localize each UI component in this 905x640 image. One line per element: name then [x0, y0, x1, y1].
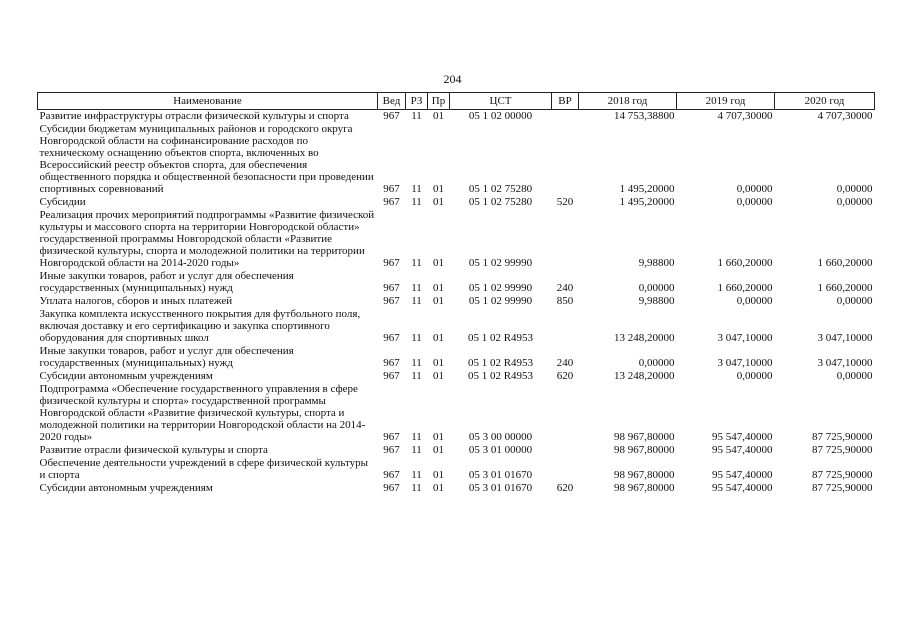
row-2019: 0,00000	[736, 196, 773, 208]
row-ved: 967	[383, 196, 400, 208]
table-row	[38, 308, 875, 345]
row-2020: 4 707,30000	[817, 110, 873, 122]
row-ved: 967	[383, 257, 400, 269]
row-cst: 05 3 01 00000	[468, 444, 533, 456]
row-pr: 01	[433, 482, 444, 494]
row-2019: 0,00000	[736, 370, 773, 382]
row-ved: 967	[383, 444, 400, 456]
row-2019: 1 660,20000	[717, 257, 773, 269]
row-2019: 4 707,30000	[717, 110, 773, 122]
row-name: Субсидии	[39, 196, 86, 208]
row-name: Обеспечение деятельности учреждений в сфере физической культуры и спорта	[39, 457, 369, 481]
row-2020: 87 725,90000	[812, 469, 873, 481]
table-row	[38, 110, 875, 124]
table-row	[38, 295, 875, 308]
row-cst: 05 3 00 00000	[468, 431, 533, 443]
row-ved: 967	[383, 431, 400, 443]
row-pr: 01	[433, 332, 444, 344]
row-rz: 11	[411, 332, 422, 344]
row-pr: 01	[433, 110, 444, 122]
row-name: Субсидии бюджетам муниципальных районов и городского округа Новгородской области на софинансирование расходов по техническому оснащению объектов спорта, включенных во Всероссийский реестр объектов спорта, для обеспечения общественного порядка и общественной безопасности при проведении спортивных соревнований	[39, 123, 374, 195]
table-row	[38, 370, 875, 383]
table-header	[38, 93, 875, 110]
table-row	[38, 383, 875, 444]
row-vr: 240	[556, 357, 574, 369]
table-row	[38, 209, 875, 270]
row-rz: 11	[411, 482, 422, 494]
table-row	[38, 457, 875, 482]
row-2018: 98 967,80000	[614, 444, 675, 456]
table-row	[38, 482, 875, 495]
row-rz: 11	[411, 295, 422, 307]
row-name: Уплата налогов, сборов и иных платежей	[39, 295, 233, 307]
row-2018: 9,98800	[638, 295, 675, 307]
header-pr: Пр	[428, 93, 450, 110]
row-rz: 11	[411, 110, 422, 122]
row-rz: 11	[411, 469, 422, 481]
header-ved: Вед	[378, 93, 406, 110]
row-2018: 13 248,20000	[614, 370, 675, 382]
row-name: Иные закупки товаров, работ и услуг для обеспечения государственных (муниципальных) нужд	[39, 270, 294, 294]
row-cst: 05 1 02 00000	[468, 110, 533, 122]
row-2018: 98 967,80000	[614, 431, 675, 443]
row-name: Субсидии автономным учреждениям	[39, 370, 213, 382]
row-2020: 87 725,90000	[812, 431, 873, 443]
header-name: Наименование	[38, 93, 378, 110]
row-2020: 1 660,20000	[817, 282, 873, 294]
row-vr	[552, 383, 579, 444]
row-2018: 9,98800	[638, 257, 675, 269]
row-ved: 967	[383, 469, 400, 481]
row-pr: 01	[433, 282, 444, 294]
row-2020: 0,00000	[836, 370, 873, 382]
row-vr	[552, 110, 579, 124]
row-2019: 3 047,10000	[717, 332, 773, 344]
row-name: Подпрограмма «Обеспечение государственного управления в сфере физической культуры и спорта» государственной программы Новгородской области «Развитие физической культуры, спорта и молодежной политики на территории Новгородской области на 2014-2020 годы»	[39, 383, 366, 443]
table-row	[38, 123, 875, 196]
page-number: 204	[443, 72, 462, 86]
header-rz: РЗ	[406, 93, 428, 110]
table-row	[38, 345, 875, 370]
row-pr: 01	[433, 370, 444, 382]
row-2018: 0,00000	[638, 282, 675, 294]
row-2019: 1 660,20000	[717, 282, 773, 294]
row-pr: 01	[433, 431, 444, 443]
row-2018: 0,00000	[638, 357, 675, 369]
row-rz: 11	[411, 370, 422, 382]
row-cst: 05 1 02 99990	[468, 257, 533, 269]
header-vr: ВР	[552, 93, 579, 110]
table-row	[38, 196, 875, 209]
row-ved: 967	[383, 183, 400, 195]
row-name: Реализация прочих мероприятий подпрограммы «Развитие физической культуры и массового спорта на территории Новгородской области» государственной программы Новгородской области «Развитие физической культуры, спорта и молодежной политики на территории Новгородской области на 2014-2020 годы»	[39, 209, 375, 269]
row-2018: 1 495,20000	[619, 196, 675, 208]
row-2020: 0,00000	[836, 196, 873, 208]
row-rz: 11	[411, 196, 422, 208]
row-vr	[552, 209, 579, 270]
row-2019: 95 547,40000	[712, 431, 773, 443]
row-2018: 1 495,20000	[619, 183, 675, 195]
row-name: Закупка комплекта искусственного покрытия для футбольного поля, включая доставку и его сертификацию и закупка спортивного оборудования для спортивных школ	[39, 308, 361, 344]
row-2020: 87 725,90000	[812, 444, 873, 456]
table-row	[38, 270, 875, 295]
row-vr: 620	[556, 482, 574, 494]
row-2019: 0,00000	[736, 183, 773, 195]
row-ved: 967	[383, 110, 400, 122]
row-name: Развитие инфраструктуры отрасли физической культуры и спорта	[39, 110, 349, 122]
row-cst: 05 1 02 75280	[468, 183, 533, 195]
row-rz: 11	[411, 282, 422, 294]
budget-table	[37, 92, 875, 495]
row-2019: 0,00000	[736, 295, 773, 307]
header-2018: 2018 год	[579, 93, 677, 110]
row-ved: 967	[383, 332, 400, 344]
row-vr: 520	[556, 196, 574, 208]
row-2019: 3 047,10000	[717, 357, 773, 369]
row-cst: 05 1 02 R4953	[467, 357, 534, 369]
row-cst: 05 1 02 99990	[468, 282, 533, 294]
row-2018: 14 753,38800	[614, 110, 675, 122]
row-pr: 01	[433, 257, 444, 269]
row-vr: 240	[556, 282, 574, 294]
row-vr	[552, 308, 579, 345]
header-cst: ЦСТ	[450, 93, 552, 110]
row-2020: 0,00000	[836, 183, 873, 195]
table-body	[38, 110, 875, 496]
row-name: Иные закупки товаров, работ и услуг для обеспечения государственных (муниципальных) нужд	[39, 345, 294, 369]
row-2020: 3 047,10000	[817, 357, 873, 369]
row-rz: 11	[411, 444, 422, 456]
row-2020: 87 725,90000	[812, 482, 873, 494]
row-cst: 05 3 01 01670	[468, 469, 533, 481]
row-2020: 3 047,10000	[817, 332, 873, 344]
row-rz: 11	[411, 257, 422, 269]
row-ved: 967	[383, 357, 400, 369]
row-pr: 01	[433, 295, 444, 307]
row-ved: 967	[383, 370, 400, 382]
header-2019: 2019 год	[677, 93, 775, 110]
row-cst: 05 1 02 R4953	[467, 332, 534, 344]
row-pr: 01	[433, 183, 444, 195]
row-2020: 1 660,20000	[817, 257, 873, 269]
row-cst: 05 1 02 99990	[468, 295, 533, 307]
row-pr: 01	[433, 444, 444, 456]
row-2019: 95 547,40000	[712, 469, 773, 481]
row-ved: 967	[383, 295, 400, 307]
row-rz: 11	[411, 431, 422, 443]
row-cst: 05 1 02 R4953	[467, 370, 534, 382]
row-cst: 05 1 02 75280	[468, 196, 533, 208]
row-2018: 13 248,20000	[614, 332, 675, 344]
row-cst: 05 3 01 01670	[468, 482, 533, 494]
row-vr	[552, 123, 579, 196]
row-rz: 11	[411, 183, 422, 195]
row-vr	[552, 444, 579, 457]
row-vr: 620	[556, 370, 574, 382]
row-vr: 850	[556, 295, 574, 307]
row-2018: 98 967,80000	[614, 469, 675, 481]
row-name: Развитие отрасли физической культуры и спорта	[39, 444, 268, 456]
row-pr: 01	[433, 469, 444, 481]
row-rz: 11	[411, 357, 422, 369]
row-ved: 967	[383, 482, 400, 494]
row-pr: 01	[433, 196, 444, 208]
row-pr: 01	[433, 357, 444, 369]
row-2019: 95 547,40000	[712, 482, 773, 494]
row-vr	[552, 457, 579, 482]
row-2019: 95 547,40000	[712, 444, 773, 456]
row-2020: 0,00000	[836, 295, 873, 307]
table-row	[38, 444, 875, 457]
row-ved: 967	[383, 282, 400, 294]
header-2020: 2020 год	[775, 93, 875, 110]
row-name: Субсидии автономным учреждениям	[39, 482, 213, 494]
row-2018: 98 967,80000	[614, 482, 675, 494]
